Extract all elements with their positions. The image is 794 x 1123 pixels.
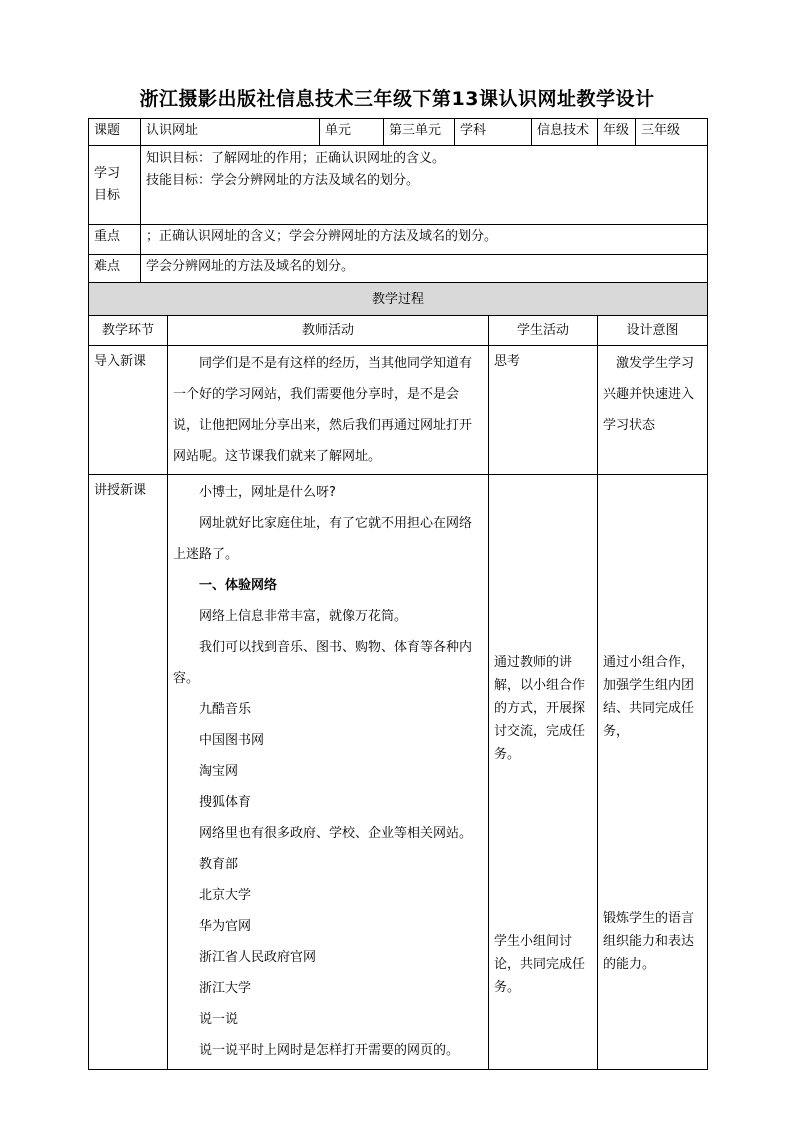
new-lesson-design <box>598 475 708 1070</box>
col-student: 学生活动 <box>489 316 598 346</box>
site-item: 淘宝网 <box>199 764 239 779</box>
student-activity-1: 通过教师的讲解，以小组合作的方式，开展探讨交流，完成任务。 <box>494 655 586 762</box>
subject-value: 信息技术 <box>532 119 598 146</box>
document-title: 浙江摄影出版社信息技术三年级下第13课认识网址教学设计 <box>139 88 655 110</box>
skill-goal: 技能目标：学会分辨网址的方法及域名的划分。 <box>146 173 420 188</box>
design-intent-1: 通过小组合作，加强学生组内团结、共同完成任务， <box>603 655 695 739</box>
col-design: 设计意图 <box>598 316 708 346</box>
new-lesson-student <box>489 475 598 1070</box>
new-lesson-stage: 讲授新课 <box>89 475 168 1070</box>
intro-student: 思考 <box>489 346 598 475</box>
unit-value: 第三单元 <box>384 119 455 146</box>
process-heading-row <box>89 283 708 316</box>
intro-row <box>89 346 708 475</box>
goals-content <box>141 146 708 225</box>
difficulty-label: 难点 <box>89 255 141 283</box>
teacher-line: 网络里也有很多政府、学校、企业等相关网站。 <box>199 826 473 841</box>
key-points-value: ；正确认识网址的含义；学会分辨网址的方法及域名的划分。 <box>141 225 708 255</box>
teacher-line: 说一说平时上网时是怎样打开需要的网页的。 <box>199 1043 460 1058</box>
goals-row <box>89 146 708 225</box>
key-points-row <box>89 225 708 255</box>
lesson-plan-table <box>88 118 708 1070</box>
teacher-line: 小博士，网址是什么呀? <box>199 485 336 500</box>
teacher-line: 网址就好比家庭住址，有了它就不用担心在网络上迷路了。 <box>173 516 473 562</box>
knowledge-goal: 知识目标：了解网址的作用；正确认识网址的含义。 <box>146 151 446 166</box>
teacher-line: 我们可以找到音乐、图书、购物、体育等各种内容。 <box>173 640 473 686</box>
column-header-row <box>89 316 708 346</box>
site-item: 中国图书网 <box>199 733 265 748</box>
site-item: 华为官网 <box>199 919 252 934</box>
teacher-line: 网络上信息非常丰富，就像万花筒。 <box>199 609 408 624</box>
site-item: 教育部 <box>199 857 239 872</box>
header-row <box>89 119 708 146</box>
site-item: 九酷音乐 <box>199 702 252 717</box>
subject-label: 学科 <box>455 119 532 146</box>
site-item: 北京大学 <box>199 888 252 903</box>
design-intent-2: 锻炼学生的语言组织能力和表达的能力。 <box>603 911 695 972</box>
col-stage: 教学环节 <box>89 316 168 346</box>
grade-value: 三年级 <box>636 119 708 146</box>
difficulty-row <box>89 255 708 283</box>
intro-design: 激发学生学习兴趣并快速进入学习状态 <box>598 346 708 475</box>
process-heading: 教学过程 <box>89 283 708 316</box>
key-points-label: 重点 <box>89 225 141 255</box>
goals-label: 学习 目标 <box>89 146 141 225</box>
intro-stage: 导入新课 <box>89 346 168 475</box>
col-teacher: 教师活动 <box>168 316 489 346</box>
teacher-line: 说一说 <box>199 1012 239 1027</box>
difficulty-value: 学会分辨网址的方法及域名的划分。 <box>141 255 708 283</box>
student-activity-2: 学生小组间讨论，共同完成任务。 <box>494 934 586 995</box>
topic-value: 认识网址 <box>141 119 320 146</box>
new-lesson-teacher <box>168 475 489 1070</box>
intro-teacher: 同学们是不是有这样的经历，当其他同学知道有一个好的学习网站，我们需要他分享时，是不是会说，让他把网址分享出来，然后我们再通过网址打开网站呢。这节课我们就来了解网址。 <box>168 346 489 475</box>
new-lesson-row <box>89 475 708 1070</box>
site-item: 浙江省人民政府官网 <box>199 950 317 965</box>
site-item: 搜狐体育 <box>199 795 252 810</box>
section-heading: 一、体验网络 <box>199 578 278 593</box>
site-item: 浙江大学 <box>199 981 252 996</box>
grade-label: 年级 <box>598 119 636 146</box>
topic-label: 课题 <box>89 119 141 146</box>
unit-label: 单元 <box>320 119 384 146</box>
